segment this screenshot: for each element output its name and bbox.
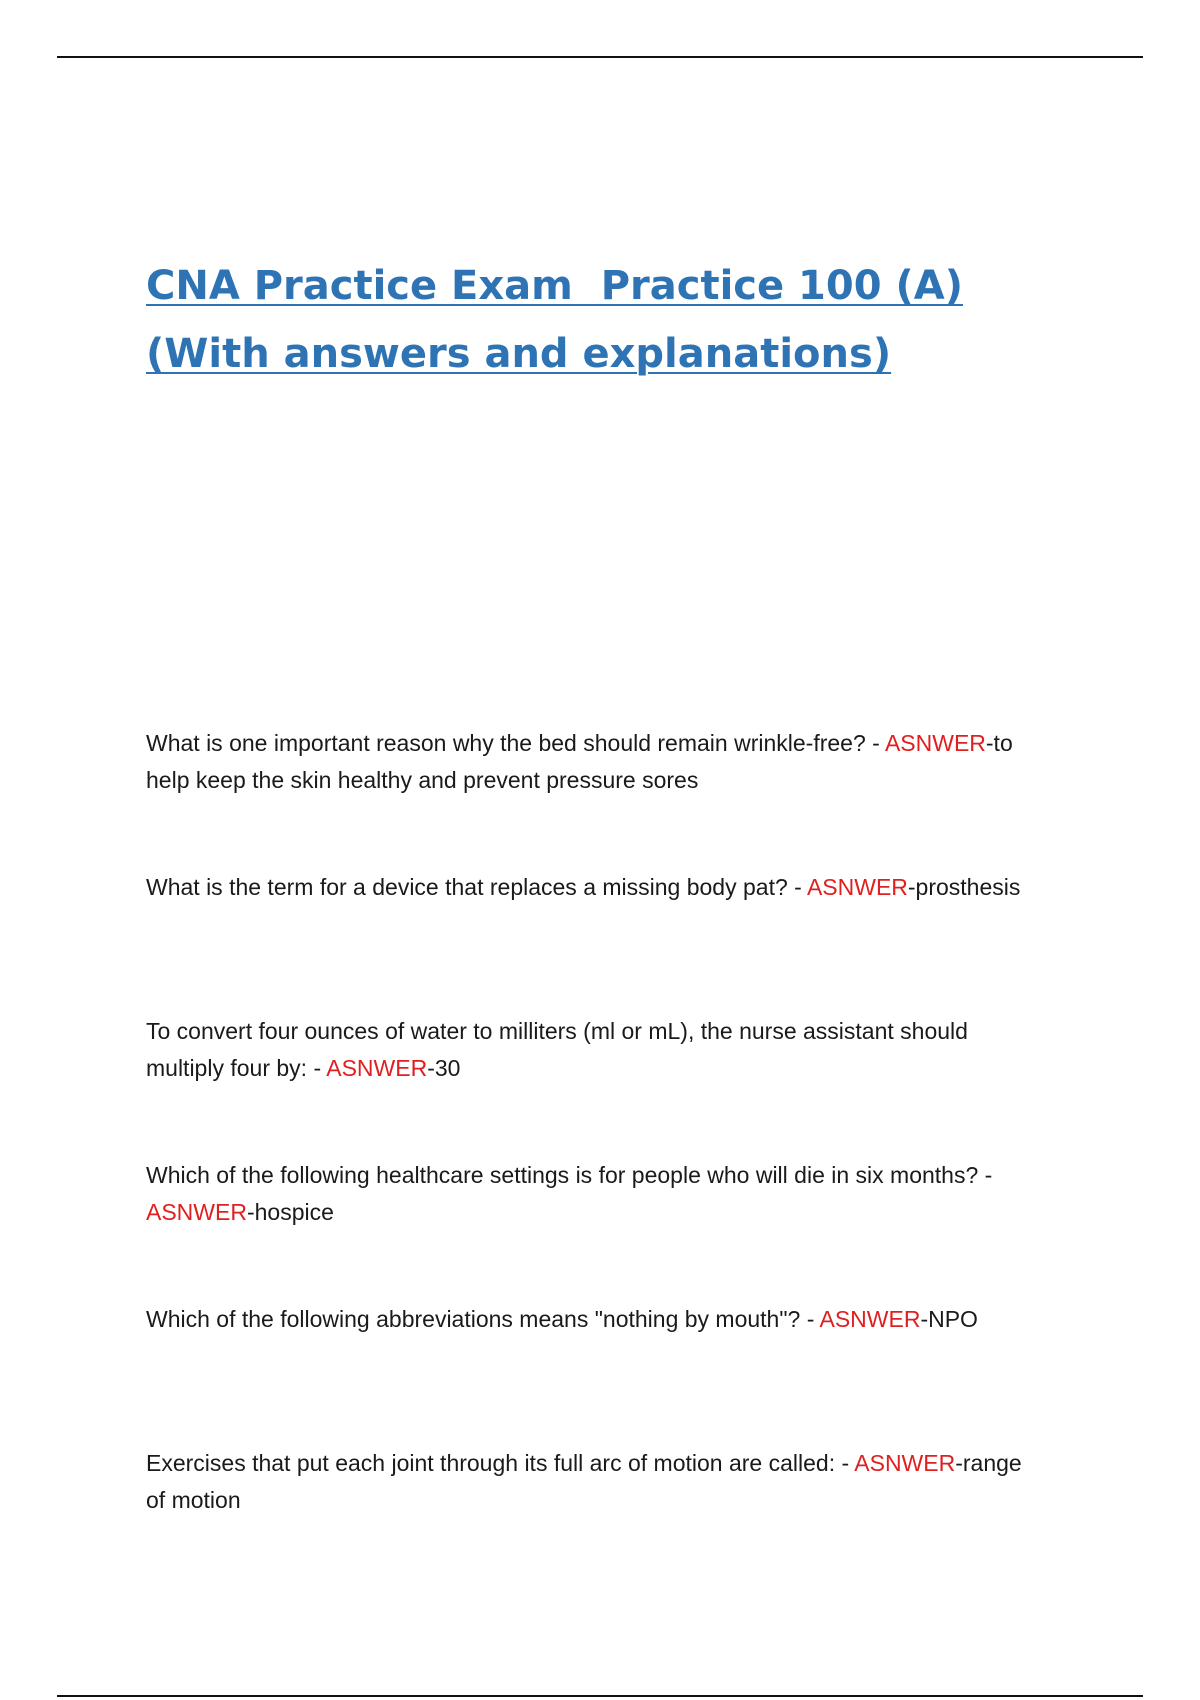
answer-text: -prosthesis xyxy=(907,874,1021,900)
qa-item-4 xyxy=(146,1157,1046,1231)
answer-tag: ASNWER xyxy=(854,1450,956,1476)
answer-text: -NPO xyxy=(920,1306,978,1332)
qa-item-1 xyxy=(146,725,1046,799)
answer-text: -hospice xyxy=(246,1199,334,1225)
question-text: Exercises that put each joint through its full arc of motion are called: - xyxy=(146,1450,850,1476)
qa-item-3 xyxy=(146,1013,1046,1087)
question-text: To convert four ounces of water to milliters (ml or mL), the nurse assistant should multiply four by: - xyxy=(146,1018,968,1081)
footer-rule xyxy=(57,1695,1143,1697)
question-text: What is one important reason why the bed should remain wrinkle-free? - xyxy=(146,730,880,756)
document-title xyxy=(146,252,1046,388)
answer-tag: ASNWER xyxy=(146,1199,247,1225)
question-text: Which of the following healthcare settings is for people who will die in six months? - xyxy=(146,1162,993,1188)
answer-tag: ASNWER xyxy=(884,730,986,756)
qa-item-5 xyxy=(146,1301,1046,1338)
question-text: What is the term for a device that replaces a missing body pat? - xyxy=(146,874,802,900)
answer-tag: ASNWER xyxy=(326,1055,428,1081)
answer-text: -range of motion xyxy=(146,1450,1022,1513)
header-rule xyxy=(57,56,1143,58)
answer-text: -to help keep the skin healthy and prevent pressure sores xyxy=(146,730,1013,793)
title-line-1: CNA Practice Exam Practice 100 (A) xyxy=(146,263,963,309)
answer-text: -30 xyxy=(427,1055,461,1081)
answer-tag: ASNWER xyxy=(819,1306,921,1332)
qa-item-2 xyxy=(146,869,1046,906)
answer-tag: ASNWER xyxy=(806,874,908,900)
title-line-2: (With answers and explanations) xyxy=(146,331,892,377)
question-text: Which of the following abbreviations means "nothing by mouth"? - xyxy=(146,1306,815,1332)
qa-item-6 xyxy=(146,1445,1046,1519)
